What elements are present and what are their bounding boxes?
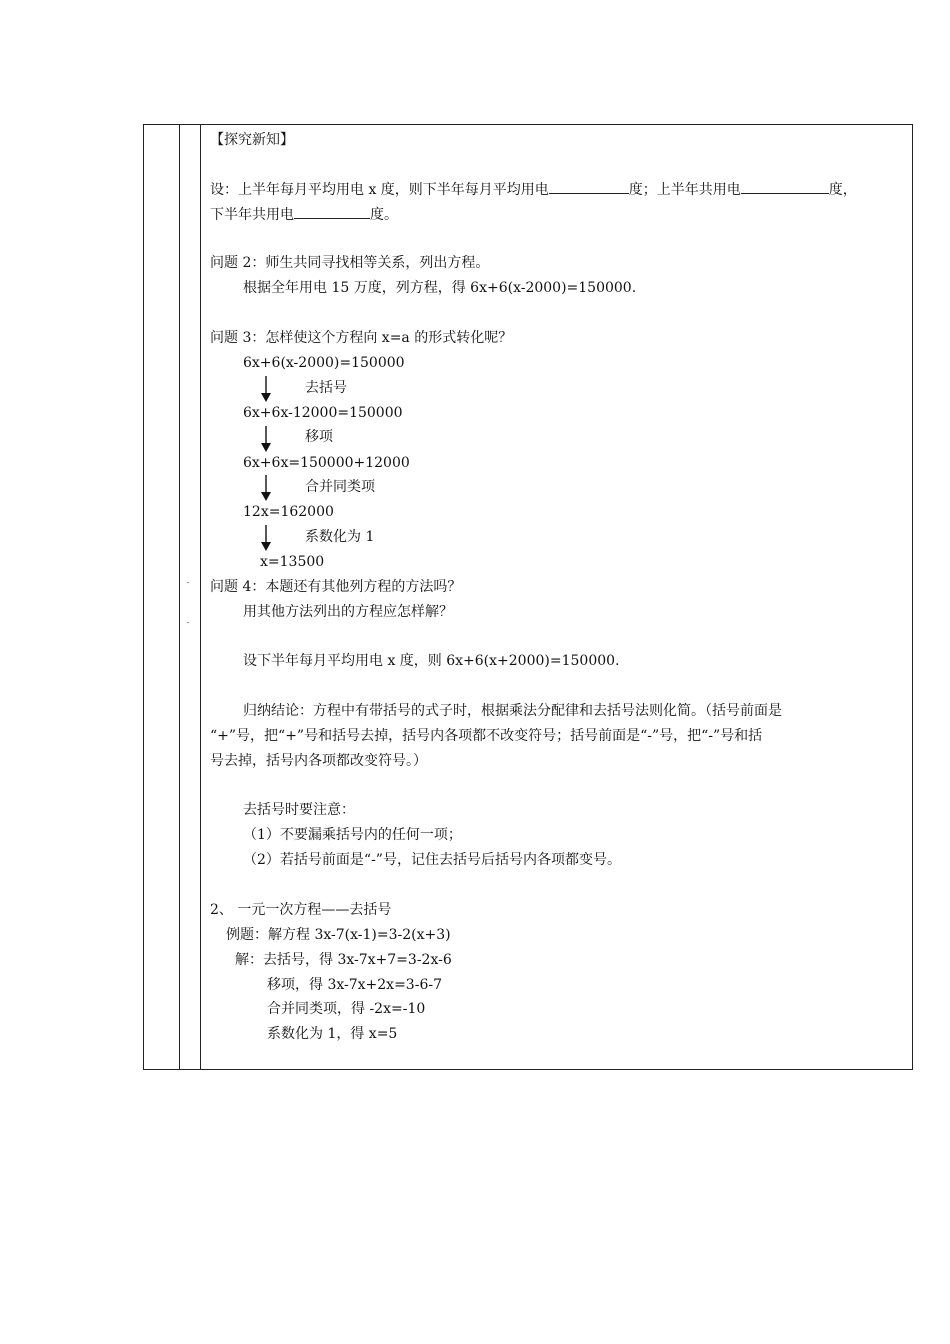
question-2-line: 根据全年用电 15 万度，列方程，得 6x+6(x-2000)=150000. xyxy=(243,280,637,296)
equation-result: x=13500 xyxy=(260,554,325,570)
example-problem: 例题：解方程 3x-7(x-1)=3-2(x+3) xyxy=(226,927,451,943)
setup-line-2 xyxy=(210,204,398,224)
setup-text-2: 度；上半年共用电 xyxy=(628,182,741,198)
step-operation: 合并同类项 xyxy=(305,479,375,495)
note-item: （2）若括号前面是“-”号，记住去括号后括号内各项都变号。 xyxy=(243,852,621,868)
question-3-title: 问题 3：怎样使这个方程向 x=a 的形式转化呢？ xyxy=(210,330,513,346)
conclusion-line-1: 归纳结论：方程中有带括号的式子时，根据乘法分配律和去括号法则化简。（括号前面是 xyxy=(243,703,782,719)
conclusion-line-2: “+”号，把“+”号和括号去掉，括号内各项都不改变符号；括号前面是“-”号，把“-”号和括 xyxy=(210,728,763,744)
section-heading: 【探究新知】 xyxy=(210,132,294,148)
note-item: （1）不要漏乘括号内的任何一项； xyxy=(243,827,462,843)
equation-step: 6x+6(x-2000)=150000 xyxy=(243,355,405,371)
blank-fill xyxy=(741,179,829,194)
part-2-title: 2、 一元一次方程——去括号 xyxy=(210,902,392,918)
conclusion-line-3: 号去掉，括号内各项都改变符号。） xyxy=(210,753,427,769)
question-4-title: 问题 4：本题还有其他列方程的方法吗？ xyxy=(210,579,462,595)
column-divider-2 xyxy=(200,125,201,1069)
blank-fill xyxy=(549,179,629,194)
down-arrow-icon xyxy=(260,525,272,551)
setup-text-4: 下半年共用电 xyxy=(210,207,294,223)
setup-text-3: 度， xyxy=(828,182,857,198)
setup-text-1: 设：上半年每月平均用电 x 度，则下半年每月平均用电 xyxy=(210,182,549,198)
down-arrow-icon xyxy=(260,475,272,501)
setup-text-5: 度。 xyxy=(370,207,398,223)
equation-step: 12x=162000 xyxy=(243,504,334,520)
equation-step: 6x+6x=150000+12000 xyxy=(243,455,410,471)
solution-line: 合并同类项，得 -2x=-10 xyxy=(267,1001,426,1017)
step-operation: 系数化为 1 xyxy=(305,529,375,545)
blank-fill xyxy=(294,204,370,219)
setup-line-1 xyxy=(210,179,857,199)
solution-line: 解：去括号，得 3x-7x+7=3-2x-6 xyxy=(235,952,452,968)
question-4-line-1: 用其他方法列出的方程应怎样解？ xyxy=(243,604,453,620)
solution-line: 移项，得 3x-7x+2x=3-6-7 xyxy=(267,977,442,993)
question-4-line-2: 设下半年每月平均用电 x 度，则 6x+6(x+2000)=150000. xyxy=(243,653,620,669)
notes-title: 去括号时要注意： xyxy=(243,802,355,818)
step-operation: 去括号 xyxy=(305,380,347,396)
column-divider-1 xyxy=(179,125,180,1069)
margin-mark xyxy=(187,582,189,583)
solution-line: 系数化为 1，得 x=5 xyxy=(267,1026,398,1042)
down-arrow-icon xyxy=(260,426,272,452)
margin-mark xyxy=(187,622,189,623)
down-arrow-icon xyxy=(260,376,272,402)
equation-step: 6x+6x-12000=150000 xyxy=(243,405,403,421)
question-2-title: 问题 2：师生共同寻找相等关系，列出方程。 xyxy=(210,255,490,271)
step-operation: 移项 xyxy=(305,429,333,445)
